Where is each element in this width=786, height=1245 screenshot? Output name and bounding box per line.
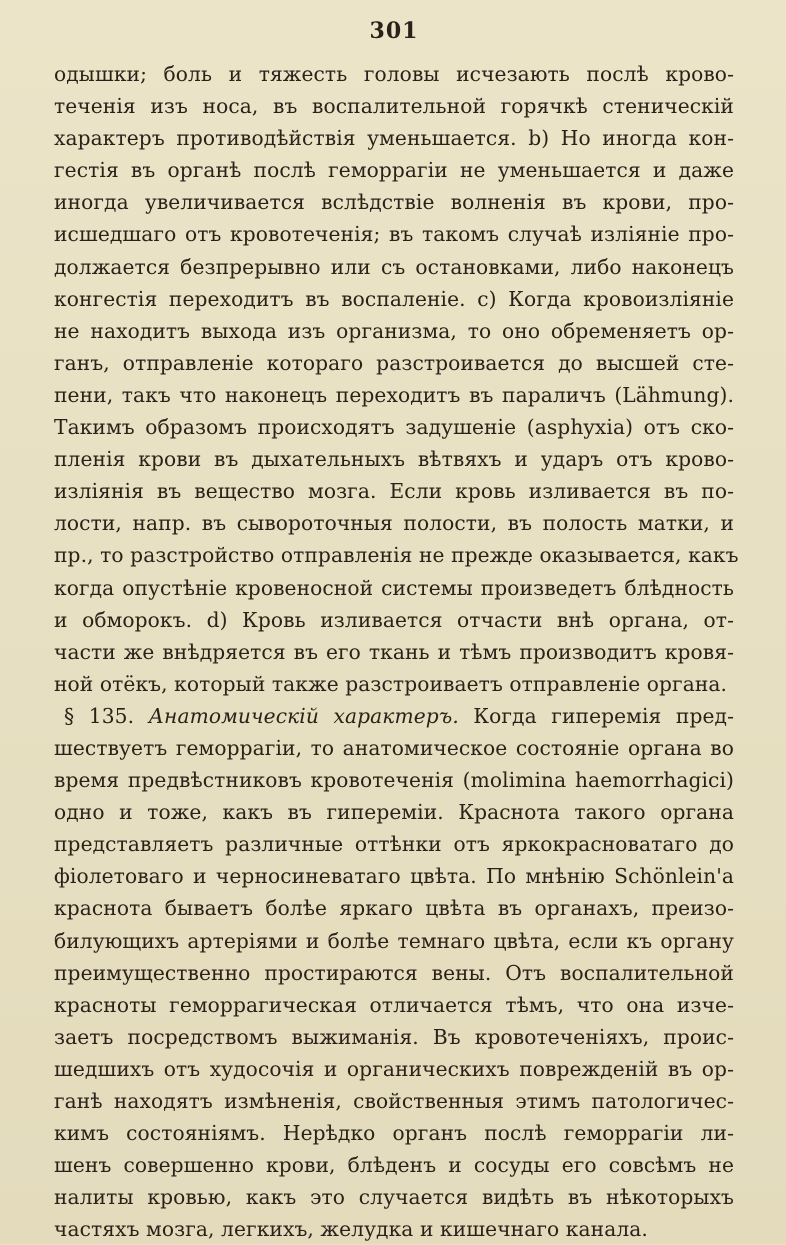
paragraph-end-line: ной отёкъ, который также разстроиваетъ отправленіе органа.: [54, 671, 728, 696]
text-line: билующихъ артеріями и болѣе темнаго цвѣта, если къ органу: [54, 928, 734, 953]
text-line: изліянія въ вещество мозга. Если кровь изливается въ по-: [54, 479, 734, 504]
section-line-rest: Когда гиперемія пред-: [458, 703, 735, 728]
text-line: ганѣ находятъ измѣненія, свойственныя этимъ патологичес-: [54, 1089, 734, 1113]
text-line: шедшихъ отъ худосочія и органическихъ поврежденій въ ор-: [54, 1056, 734, 1081]
text-line: ганъ, отправленіе котораго разстроивается до высшей сте-: [54, 350, 734, 375]
text-line: части же внѣдряется въ его ткань и тѣмъ производитъ кровя-: [54, 639, 734, 664]
text-line: шествуетъ геморрагіи, то анатомическое состояніе органа во: [54, 735, 734, 760]
text-line: пр., то разстройство отправленія не прежде оказывается, какъ: [54, 543, 739, 568]
text-line: Такимъ образомъ происходятъ задушеніе (asphyxia) отъ ско-: [54, 415, 734, 440]
section-title: Анатомическій характеръ.: [148, 703, 459, 728]
text-line: заетъ посредствомъ выжиманія. Въ кровотеченіяхъ, проис-: [54, 1024, 734, 1049]
text-line: когда опустѣніе кровеносной системы произведетъ блѣдность: [54, 575, 734, 600]
text-line: пленія крови въ дыхательныхъ вѣтвяхъ и ударъ отъ крово-: [54, 447, 734, 472]
text-line: не находитъ выхода изъ организма, то оно обременяетъ ор-: [54, 318, 734, 343]
text-line: характеръ противодѣйствія уменьшается. b) Но иногда кон-: [54, 126, 734, 151]
text-line: теченія изъ носа, въ воспалительной горячкѣ стеническій: [54, 94, 734, 119]
text-line: краснота бываетъ болѣе яркаго цвѣта въ органахъ, преизо-: [54, 896, 734, 921]
text-line: шенъ совершенно крови, блѣденъ и сосуды его совсѣмъ не: [54, 1153, 734, 1178]
text-line: одышки; боль и тяжесть головы исчезають послѣ крово-: [54, 62, 734, 86]
text-line: фіолетоваго и черносиневатаго цвѣта. По мнѣнію Schönlein'a: [54, 864, 734, 889]
text-line: гестія въ органѣ послѣ геморрагіи не уменьшается и даже: [54, 158, 734, 183]
text-line: исшедшаго отъ кровотеченія; въ такомъ случаѣ изліяніе про-: [54, 222, 734, 247]
text-line: должается безпрерывно или съ остановками, либо наконецъ: [54, 254, 734, 279]
text-line: преимущественно простираются вены. Отъ воспалительной: [54, 960, 734, 985]
text-line: лости, напр. въ сывороточныя полости, въ полость матки, и: [54, 511, 734, 536]
text-line: одно и тоже, какъ въ гипереміи. Краснота такого органа: [54, 800, 734, 825]
text-line: красноты геморрагическая отличается тѣмъ, что она изче-: [54, 992, 734, 1017]
text-line: кимъ состояніямъ. Нерѣдко органъ послѣ геморрагіи ли-: [54, 1121, 734, 1146]
text-line: время предвѣстниковъ кровотеченія (molimina haemorrhagici): [54, 768, 734, 793]
paragraph-end-line: частяхъ мозга, легкихъ, желудка и кишечнаго канала.: [54, 1217, 648, 1242]
text-line: пени, такъ что наконецъ переходитъ въ параличъ (Lähmung).: [54, 382, 734, 407]
text-line: иногда увеличивается вслѣдствіе волненія въ крови, про-: [54, 190, 734, 215]
page-number: 301: [369, 18, 419, 44]
text-line: представляетъ различные оттѣнки отъ яркокрасноватаго до: [54, 832, 734, 857]
section-heading-line: [54, 700, 734, 732]
text-line: и обморокъ. d) Кровь изливается отчасти внѣ органа, от-: [54, 607, 734, 632]
text-line: конгестія переходитъ въ воспаленіе. c) Когда кровоизліяніе: [54, 286, 734, 311]
text-line: налиты кровью, какъ это случается видѣть въ нѣкоторыхъ: [54, 1185, 734, 1210]
page-body-text: [54, 58, 739, 1245]
section-number: § 135.: [64, 703, 149, 728]
